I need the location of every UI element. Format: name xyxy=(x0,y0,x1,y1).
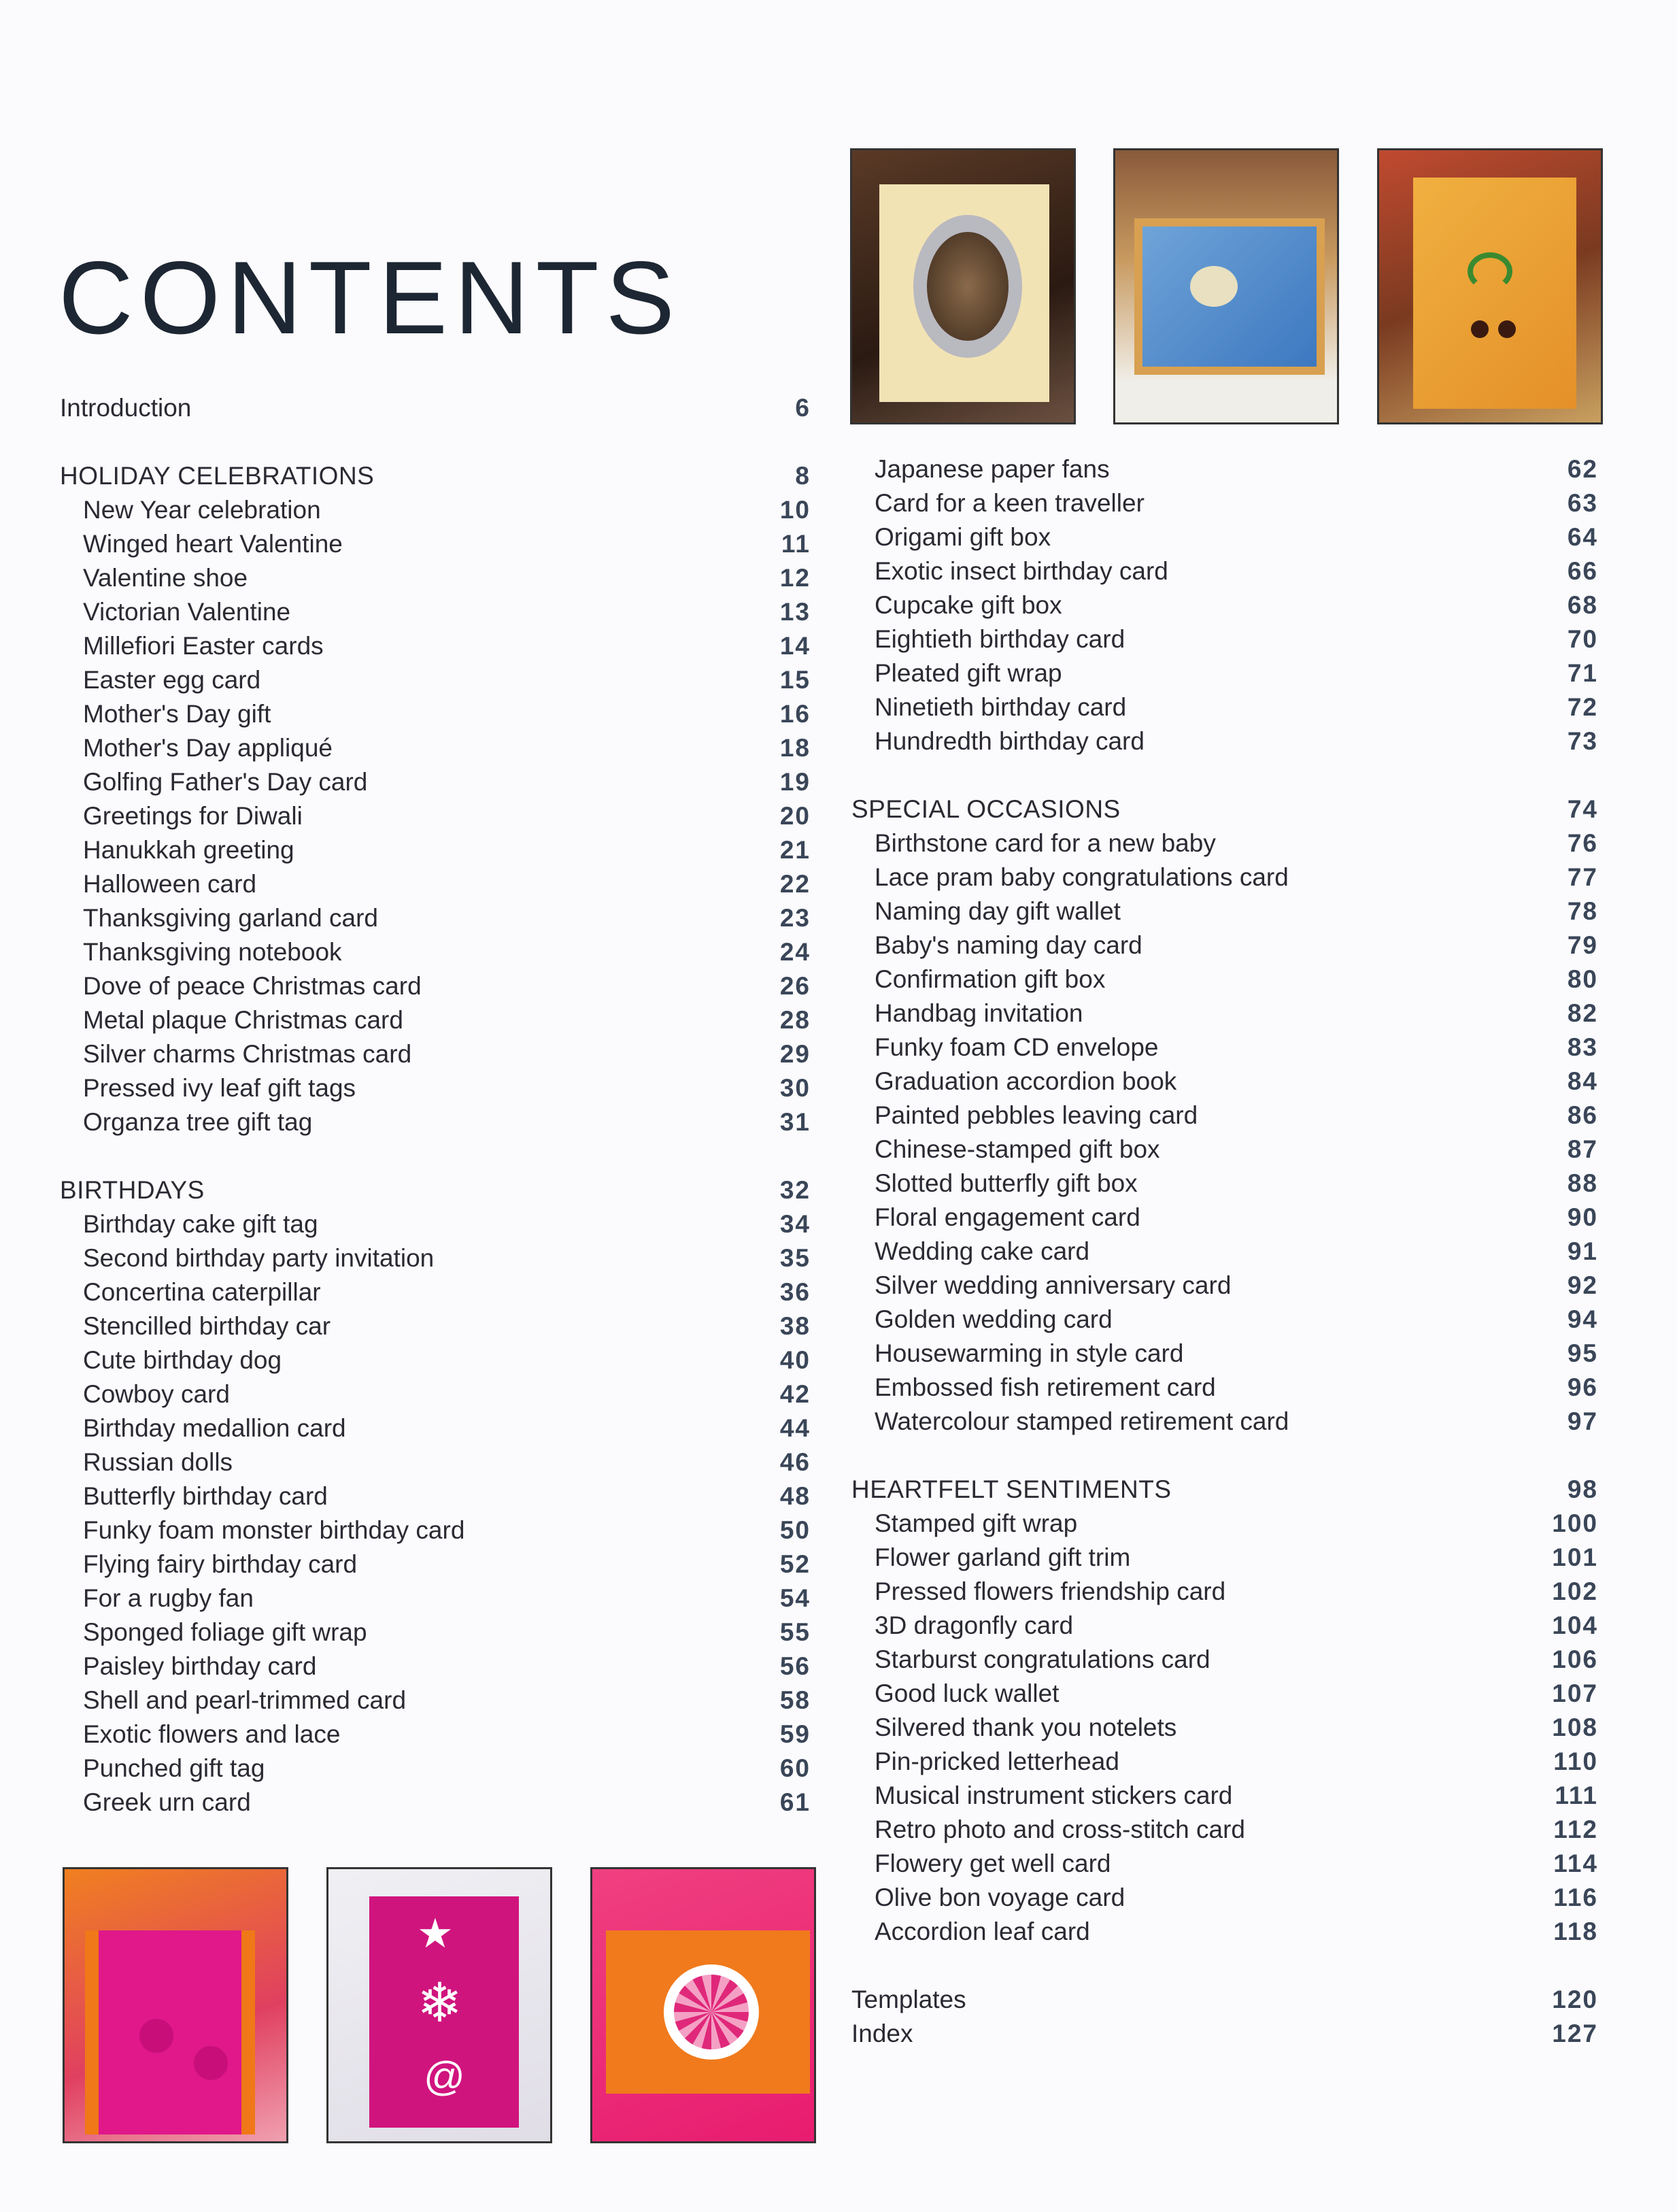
page-number: 86 xyxy=(1567,1101,1598,1129)
toc-entry[interactable] xyxy=(851,1405,1598,1439)
entry-title: Origami gift box xyxy=(875,523,1051,551)
star-icon: ★ xyxy=(417,1911,454,1956)
entry-title: Concertina caterpillar xyxy=(83,1278,321,1306)
page-number: 42 xyxy=(779,1380,811,1408)
page-number: 116 xyxy=(1553,1883,1598,1911)
page-number: 13 xyxy=(779,598,811,626)
page-number: 26 xyxy=(779,972,811,1000)
toc-entry[interactable] xyxy=(851,1643,1598,1677)
toc-entry[interactable] xyxy=(851,588,1598,622)
entry-title: Mother's Day gift xyxy=(83,700,271,728)
toc-entry[interactable] xyxy=(60,1547,811,1581)
toc-entry[interactable] xyxy=(851,1575,1598,1609)
entry-title: Greek urn card xyxy=(83,1788,251,1816)
toc-entry[interactable] xyxy=(851,486,1598,520)
page-number: 62 xyxy=(1567,455,1598,483)
entry-title: Chinese-stamped gift box xyxy=(875,1135,1160,1163)
page-number: 21 xyxy=(779,836,811,864)
page-number: 108 xyxy=(1552,1713,1598,1741)
entry-title: Good luck wallet xyxy=(875,1679,1060,1707)
entry-title: Ninetieth birthday card xyxy=(875,693,1127,721)
entry-title: Silver charms Christmas card xyxy=(83,1040,412,1068)
entry-title: Winged heart Valentine xyxy=(83,530,343,558)
entry-title: Watercolour stamped retirement card xyxy=(875,1407,1289,1435)
toc-entry[interactable] xyxy=(60,527,811,561)
entry-title: Painted pebbles leaving card xyxy=(875,1101,1198,1129)
entry-title: Graduation accordion book xyxy=(875,1067,1177,1095)
toc-entry[interactable] xyxy=(851,1915,1598,1949)
toc-entry[interactable] xyxy=(60,1683,811,1717)
toc-entry[interactable] xyxy=(851,996,1598,1030)
section-gap xyxy=(851,1439,1598,1473)
contents-right-column xyxy=(851,452,1598,2051)
entry-title: Thanksgiving notebook xyxy=(83,938,342,966)
toc-entry[interactable] xyxy=(851,1201,1598,1235)
page-number: 28 xyxy=(779,1006,811,1034)
toc-entry[interactable] xyxy=(851,1711,1598,1745)
toc-entry[interactable] xyxy=(60,1241,811,1275)
toc-entry[interactable] xyxy=(60,1003,811,1037)
page-number: 19 xyxy=(779,768,811,796)
toc-entry[interactable] xyxy=(60,1105,811,1139)
page-number: 95 xyxy=(1567,1339,1598,1367)
entry-title: Floral engagement card xyxy=(875,1203,1140,1231)
toc-entry[interactable] xyxy=(851,826,1598,860)
toc-entry[interactable] xyxy=(851,622,1598,656)
page-number: 70 xyxy=(1567,625,1598,653)
entry-title: Cupcake gift box xyxy=(875,591,1062,619)
page-number: 35 xyxy=(779,1244,811,1272)
toc-entry[interactable] xyxy=(60,1071,811,1105)
entry-title: Stencilled birthday car xyxy=(83,1312,331,1340)
entry-title: Flower garland gift trim xyxy=(875,1543,1131,1571)
entry-title: Stamped gift wrap xyxy=(875,1509,1078,1537)
entry-title: Funky foam CD envelope xyxy=(875,1033,1159,1061)
toc-entry[interactable] xyxy=(851,1677,1598,1711)
page-number: 74 xyxy=(1567,795,1598,823)
toc-entry[interactable] xyxy=(851,1881,1598,1915)
page-number: 112 xyxy=(1553,1815,1598,1843)
page-number: 56 xyxy=(779,1652,811,1680)
page-number: 87 xyxy=(1567,1135,1598,1163)
entry-title: Naming day gift wallet xyxy=(875,897,1121,925)
entry-title: Retro photo and cross-stitch card xyxy=(875,1815,1245,1843)
entry-title: Cowboy card xyxy=(83,1380,230,1408)
page-title: CONTENTS xyxy=(58,240,681,356)
page-number: 77 xyxy=(1567,863,1598,891)
entry-title: Pressed ivy leaf gift tags xyxy=(83,1074,356,1102)
photo-victorian-card xyxy=(850,148,1076,424)
entry-title: Golden wedding card xyxy=(875,1305,1113,1333)
entry-title: Starburst congratulations card xyxy=(875,1645,1210,1673)
entry-title: Birthday cake gift tag xyxy=(83,1210,318,1238)
entry-title: Introduction xyxy=(60,394,192,422)
entry-title: BIRTHDAYS xyxy=(60,1176,205,1204)
toc-entry[interactable] xyxy=(851,1745,1598,1779)
toc-entry[interactable] xyxy=(851,690,1598,724)
toc-entry[interactable] xyxy=(851,2017,1598,2051)
page-number: 20 xyxy=(779,802,811,830)
entry-title: Templates xyxy=(851,1985,966,2013)
entry-title: Baby's naming day card xyxy=(875,931,1142,959)
toc-entry[interactable] xyxy=(851,1779,1598,1813)
page-number: 30 xyxy=(779,1074,811,1102)
entry-title: Exotic flowers and lace xyxy=(83,1720,341,1748)
page-number: 111 xyxy=(1555,1781,1598,1809)
page-number: 68 xyxy=(1567,591,1598,619)
entry-title: Easter egg card xyxy=(83,666,261,694)
page-number: 83 xyxy=(1567,1033,1598,1061)
entry-title: Pin-pricked letterhead xyxy=(875,1747,1119,1775)
entry-title: Organza tree gift tag xyxy=(83,1108,313,1136)
page-number: 54 xyxy=(779,1584,811,1612)
toc-entry[interactable] xyxy=(60,1615,811,1649)
page-number: 104 xyxy=(1552,1611,1598,1639)
toc-entry[interactable] xyxy=(60,1207,811,1241)
page-number: 73 xyxy=(1567,727,1598,755)
toc-entry[interactable] xyxy=(60,1786,811,1820)
entry-title: Accordion leaf card xyxy=(875,1917,1090,1945)
entry-title: Funky foam monster birthday card xyxy=(83,1516,465,1544)
page-number: 90 xyxy=(1567,1203,1598,1231)
toc-entry[interactable] xyxy=(851,962,1598,996)
toc-entry[interactable] xyxy=(851,452,1598,486)
page-number: 55 xyxy=(779,1618,811,1646)
toc-entry[interactable] xyxy=(60,1581,811,1615)
entry-title: Shell and pearl-trimmed card xyxy=(83,1686,407,1714)
page-number: 40 xyxy=(779,1346,811,1374)
page-number: 66 xyxy=(1567,557,1598,585)
toc-entry[interactable] xyxy=(851,1167,1598,1201)
entry-title: Cute birthday dog xyxy=(83,1346,282,1374)
section-heading[interactable] xyxy=(60,459,811,493)
toc-entry[interactable] xyxy=(60,1649,811,1683)
section-heading[interactable] xyxy=(60,1173,811,1207)
page-number: 82 xyxy=(1567,999,1598,1027)
page-number: 34 xyxy=(779,1210,811,1238)
photo-bauble-card xyxy=(63,1867,288,2143)
entry-title: Hanukkah greeting xyxy=(83,836,294,864)
toc-entry[interactable] xyxy=(60,561,811,595)
toc-entry[interactable] xyxy=(851,1847,1598,1881)
entry-title: Millefiori Easter cards xyxy=(83,632,324,660)
toc-entry[interactable] xyxy=(851,928,1598,962)
page-number: 64 xyxy=(1567,523,1598,551)
entry-title: Halloween card xyxy=(83,870,257,898)
entry-title: Birthstone card for a new baby xyxy=(875,829,1216,857)
entry-title: Greetings for Diwali xyxy=(83,802,303,830)
page-number: 96 xyxy=(1567,1373,1598,1401)
toc-entry[interactable] xyxy=(60,901,811,935)
page-number: 92 xyxy=(1567,1271,1598,1299)
toc-entry[interactable] xyxy=(60,935,811,969)
page-number: 72 xyxy=(1567,693,1598,721)
toc-entry[interactable] xyxy=(60,1343,811,1377)
entry-title: Lace pram baby congratulations card xyxy=(875,863,1289,891)
toc-entry[interactable] xyxy=(851,1337,1598,1371)
entry-title: For a rugby fan xyxy=(83,1584,254,1612)
toc-entry[interactable] xyxy=(60,1411,811,1445)
entry-title: 3D dragonfly card xyxy=(875,1611,1074,1639)
entry-title: Metal plaque Christmas card xyxy=(83,1006,403,1034)
page-number: 22 xyxy=(779,870,811,898)
toc-entry[interactable] xyxy=(851,1269,1598,1303)
page-number: 11 xyxy=(781,530,811,558)
toc-entry[interactable] xyxy=(60,1445,811,1479)
page-number: 58 xyxy=(779,1686,811,1714)
page-number: 36 xyxy=(779,1278,811,1306)
page-number: 59 xyxy=(779,1720,811,1748)
toc-entry[interactable] xyxy=(851,1813,1598,1847)
toc-entry[interactable] xyxy=(851,520,1598,554)
page-number: 61 xyxy=(779,1788,811,1816)
photo-pinwheel-card xyxy=(590,1867,816,2143)
entry-title: Golfing Father's Day card xyxy=(83,768,368,796)
entry-title: HEARTFELT SENTIMENTS xyxy=(851,1475,1172,1503)
contents-left-column xyxy=(60,391,811,1820)
page-number: 29 xyxy=(779,1040,811,1068)
toc-entry[interactable] xyxy=(60,1717,811,1752)
entry-title: Pleated gift wrap xyxy=(875,659,1062,687)
toc-entry[interactable] xyxy=(851,1133,1598,1167)
entry-title: Hundredth birthday card xyxy=(875,727,1145,755)
page-number: 107 xyxy=(1552,1679,1598,1707)
entry-title: Embossed fish retirement card xyxy=(875,1373,1216,1401)
section-gap xyxy=(60,425,811,459)
toc-entry[interactable] xyxy=(851,554,1598,588)
entry-title: Slotted butterfly gift box xyxy=(875,1169,1138,1197)
toc-entry[interactable] xyxy=(851,1541,1598,1575)
toc-entry[interactable] xyxy=(851,1235,1598,1269)
page-number: 71 xyxy=(1567,659,1598,687)
page-number: 120 xyxy=(1552,1985,1598,2013)
toc-entry[interactable] xyxy=(851,894,1598,928)
page-number: 23 xyxy=(779,904,811,932)
page-number: 102 xyxy=(1552,1577,1598,1605)
toc-entry[interactable] xyxy=(60,867,811,901)
toc-entry[interactable] xyxy=(60,663,811,697)
page-number: 127 xyxy=(1552,2020,1598,2047)
section-gap xyxy=(851,758,1598,792)
entry-title: Housewarming in style card xyxy=(875,1339,1184,1367)
toc-entry[interactable] xyxy=(60,697,811,731)
photo-snowflake-card xyxy=(326,1867,552,2143)
entry-title: Silvered thank you notelets xyxy=(875,1713,1177,1741)
page-number: 31 xyxy=(779,1108,811,1136)
entry-title: Card for a keen traveller xyxy=(875,489,1145,517)
page-number: 94 xyxy=(1567,1305,1598,1333)
toc-entry[interactable] xyxy=(60,1513,811,1547)
entry-title: Wedding cake card xyxy=(875,1237,1090,1265)
page-number: 118 xyxy=(1553,1917,1598,1945)
toc-entry[interactable] xyxy=(851,1371,1598,1405)
entry-title: Pressed flowers friendship card xyxy=(875,1577,1226,1605)
page-number: 97 xyxy=(1567,1407,1598,1435)
page-number: 15 xyxy=(779,666,811,694)
page-number: 32 xyxy=(779,1176,811,1204)
toc-entry[interactable] xyxy=(60,595,811,629)
page-number: 14 xyxy=(779,632,811,660)
toc-entry[interactable] xyxy=(60,731,811,765)
toc-entry[interactable] xyxy=(60,1752,811,1786)
toc-entry[interactable] xyxy=(60,969,811,1003)
entry-title: Punched gift tag xyxy=(83,1754,265,1782)
entry-title: SPECIAL OCCASIONS xyxy=(851,795,1121,823)
spiral-icon: @ xyxy=(424,2054,465,2099)
page-number: 78 xyxy=(1567,897,1598,925)
entry-title: Russian dolls xyxy=(83,1448,233,1476)
page-number: 110 xyxy=(1553,1747,1598,1775)
entry-title: Handbag invitation xyxy=(875,999,1083,1027)
toc-entry[interactable] xyxy=(851,860,1598,894)
toc-entry[interactable] xyxy=(60,1377,811,1411)
page-number: 6 xyxy=(795,394,811,422)
page-number: 38 xyxy=(779,1312,811,1340)
entry-title: New Year celebration xyxy=(83,496,321,524)
toc-entry[interactable] xyxy=(851,1030,1598,1065)
entry-title: Flying fairy birthday card xyxy=(83,1550,358,1578)
page-number: 8 xyxy=(795,462,811,490)
page-number: 18 xyxy=(779,734,811,762)
section-gap xyxy=(60,1139,811,1173)
page-number: 106 xyxy=(1552,1645,1598,1673)
entry-title: Mother's Day appliqué xyxy=(83,734,333,762)
page-number: 100 xyxy=(1552,1509,1598,1537)
entry-title: Paisley birthday card xyxy=(83,1652,317,1680)
toc-entry[interactable] xyxy=(851,1303,1598,1337)
toc-entry[interactable] xyxy=(851,1065,1598,1099)
page-number: 60 xyxy=(779,1754,811,1782)
toc-entry[interactable] xyxy=(60,1037,811,1071)
page-number: 91 xyxy=(1567,1237,1598,1265)
page-number: 16 xyxy=(779,700,811,728)
toc-entry[interactable] xyxy=(60,1275,811,1309)
toc-entry[interactable] xyxy=(60,391,811,425)
entry-title: Eightieth birthday card xyxy=(875,625,1125,653)
toc-entry[interactable] xyxy=(851,1983,1598,2017)
page-number: 46 xyxy=(779,1448,811,1476)
toc-entry[interactable] xyxy=(60,833,811,867)
page-number: 12 xyxy=(779,564,811,592)
entry-title: Silver wedding anniversary card xyxy=(875,1271,1232,1299)
page-number: 114 xyxy=(1553,1849,1598,1877)
entry-title: Index xyxy=(851,2020,913,2047)
toc-entry[interactable] xyxy=(60,1309,811,1343)
entry-title: Japanese paper fans xyxy=(875,455,1110,483)
page-number: 50 xyxy=(779,1516,811,1544)
entry-title: Victorian Valentine xyxy=(83,598,291,626)
toc-entry[interactable] xyxy=(60,765,811,799)
entry-title: Flowery get well card xyxy=(875,1849,1111,1877)
entry-title: Dove of peace Christmas card xyxy=(83,972,422,1000)
toc-entry[interactable] xyxy=(60,1479,811,1513)
entry-title: Valentine shoe xyxy=(83,564,248,592)
page-number: 84 xyxy=(1567,1067,1598,1095)
snowflake-icon: ❄ xyxy=(417,1973,463,2033)
page-number: 52 xyxy=(779,1550,811,1578)
section-gap xyxy=(851,1949,1598,1983)
toc-entry[interactable] xyxy=(60,493,811,527)
toc-entry[interactable] xyxy=(851,656,1598,690)
page-number: 80 xyxy=(1567,965,1598,993)
entry-title: Birthday medallion card xyxy=(83,1414,346,1442)
page-number: 79 xyxy=(1567,931,1598,959)
page-number: 63 xyxy=(1567,489,1598,517)
page-number: 48 xyxy=(779,1482,811,1510)
entry-title: Thanksgiving garland card xyxy=(83,904,378,932)
toc-entry[interactable] xyxy=(851,1507,1598,1541)
photo-quilled-card xyxy=(1377,148,1603,424)
page-number: 76 xyxy=(1567,829,1598,857)
page-number: 44 xyxy=(779,1414,811,1442)
toc-entry[interactable] xyxy=(60,629,811,663)
entry-title: Butterfly birthday card xyxy=(83,1482,328,1510)
page-number: 24 xyxy=(779,938,811,966)
toc-entry[interactable] xyxy=(851,1099,1598,1133)
toc-entry[interactable] xyxy=(851,724,1598,758)
section-heading[interactable] xyxy=(851,1473,1598,1507)
page-number: 98 xyxy=(1567,1475,1598,1503)
page-number: 101 xyxy=(1552,1543,1598,1571)
section-heading[interactable] xyxy=(851,792,1598,826)
entry-title: Musical instrument stickers card xyxy=(875,1781,1233,1809)
entry-title: Confirmation gift box xyxy=(875,965,1106,993)
entry-title: Olive bon voyage card xyxy=(875,1883,1125,1911)
entry-title: Exotic insect birthday card xyxy=(875,557,1168,585)
page-number: 10 xyxy=(779,496,811,524)
entry-title: Sponged foliage gift wrap xyxy=(83,1618,367,1646)
toc-entry[interactable] xyxy=(851,1609,1598,1643)
page-number: 88 xyxy=(1567,1169,1598,1197)
entry-title: Second birthday party invitation xyxy=(83,1244,435,1272)
photo-lace-pram-card xyxy=(1113,148,1339,424)
toc-entry[interactable] xyxy=(60,799,811,833)
entry-title: HOLIDAY CELEBRATIONS xyxy=(60,462,375,490)
